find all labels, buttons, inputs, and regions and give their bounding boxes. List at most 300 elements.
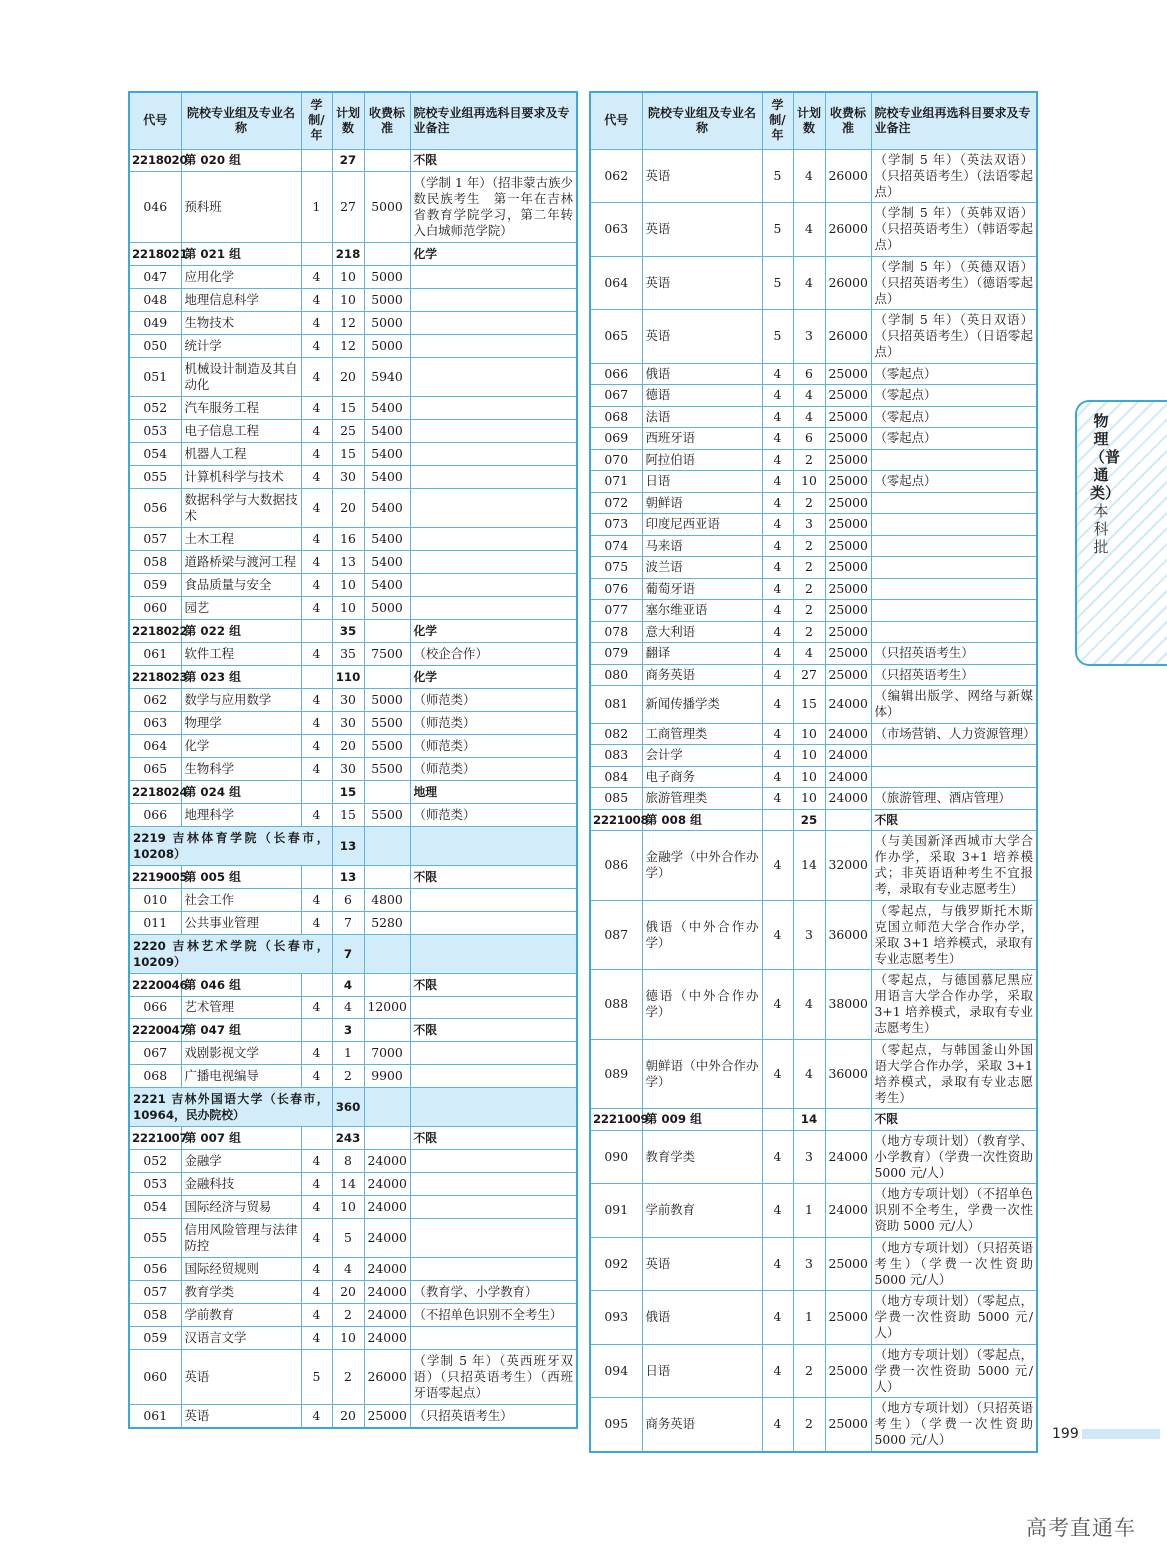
major-plan: 6 xyxy=(332,888,364,911)
major-fee: 25000 xyxy=(825,471,871,493)
major-row xyxy=(129,1150,577,1173)
major-code: 054 xyxy=(129,1196,181,1219)
major-name: 艺术管理 xyxy=(181,996,301,1019)
major-plan: 2 xyxy=(793,535,825,557)
major-fee: 5400 xyxy=(364,397,410,420)
group-name: 第 009 组 xyxy=(642,1109,762,1131)
major-note: （市场营销、人力资源管理） xyxy=(871,723,1037,745)
major-name: 塞尔维亚语 xyxy=(642,600,762,622)
major-row xyxy=(590,970,1037,1040)
major-note xyxy=(871,578,1037,600)
major-fee: 7500 xyxy=(364,642,410,665)
major-code: 052 xyxy=(129,397,181,420)
major-plan: 3 xyxy=(793,1237,825,1291)
school-row xyxy=(129,826,577,865)
group-subject-requirement: 不限 xyxy=(410,865,577,888)
major-plan: 14 xyxy=(793,831,825,901)
group-name: 第 008 组 xyxy=(642,809,762,831)
major-code: 077 xyxy=(590,600,642,622)
major-note xyxy=(410,528,577,551)
group-row xyxy=(129,865,577,888)
major-code: 063 xyxy=(590,203,642,257)
major-fee: 5500 xyxy=(364,757,410,780)
major-years: 4 xyxy=(762,471,793,493)
major-row xyxy=(590,557,1037,579)
major-years: 4 xyxy=(301,335,332,358)
major-fee: 5940 xyxy=(364,358,410,397)
major-plan: 30 xyxy=(332,688,364,711)
major-fee: 5500 xyxy=(364,734,410,757)
major-note xyxy=(410,1327,577,1350)
major-note: （师范类） xyxy=(410,711,577,734)
major-note: （旅游管理、酒店管理） xyxy=(871,788,1037,810)
major-name: 金融学 xyxy=(181,1150,301,1173)
major-plan: 4 xyxy=(793,970,825,1040)
major-name: 俄语 xyxy=(642,1291,762,1345)
major-years: 4 xyxy=(762,514,793,536)
major-row xyxy=(129,266,577,289)
major-plan: 15 xyxy=(793,686,825,724)
major-years: 4 xyxy=(301,266,332,289)
major-row xyxy=(129,1350,577,1405)
major-note: （零起点） xyxy=(871,471,1037,493)
school-name: 2221 吉林外国语大学（长春市，10964，民办院校） xyxy=(129,1088,332,1127)
group-code: 2221009 xyxy=(590,1109,642,1131)
major-name: 英语 xyxy=(642,203,762,257)
group-name: 第 020 组 xyxy=(181,149,301,172)
major-plan: 2 xyxy=(793,449,825,471)
major-code: 068 xyxy=(129,1065,181,1088)
major-name: 英语 xyxy=(181,1405,301,1428)
group-subject-requirement: 化学 xyxy=(410,619,577,642)
major-years: 4 xyxy=(762,1291,793,1345)
major-years: 4 xyxy=(762,1344,793,1398)
major-name: 学前教育 xyxy=(642,1184,762,1238)
major-row xyxy=(129,757,577,780)
group-fee-empty xyxy=(364,865,410,888)
major-plan: 20 xyxy=(332,489,364,528)
major-code: 057 xyxy=(129,528,181,551)
major-plan: 4 xyxy=(332,1258,364,1281)
header-name: 院校专业组及专业名称 xyxy=(642,92,762,149)
major-name: 地理科学 xyxy=(181,803,301,826)
major-note xyxy=(410,466,577,489)
major-row xyxy=(129,397,577,420)
major-fee: 38000 xyxy=(825,970,871,1040)
header-plan: 计划数 xyxy=(793,92,825,149)
major-code: 048 xyxy=(129,289,181,312)
major-row xyxy=(590,600,1037,622)
major-fee: 26000 xyxy=(825,310,871,364)
major-name: 金融学（中外合作办学） xyxy=(642,831,762,901)
header-plan: 计划数 xyxy=(332,92,364,149)
major-row xyxy=(129,528,577,551)
major-years: 4 xyxy=(301,734,332,757)
major-code: 046 xyxy=(129,172,181,243)
major-note xyxy=(410,911,577,934)
major-plan: 12 xyxy=(332,335,364,358)
major-name: 电子商务 xyxy=(642,766,762,788)
group-years-empty xyxy=(301,149,332,172)
major-plan: 8 xyxy=(332,1150,364,1173)
major-code: 057 xyxy=(129,1281,181,1304)
major-name: 生物科学 xyxy=(181,757,301,780)
major-years: 5 xyxy=(762,149,793,203)
major-fee: 24000 xyxy=(825,1184,871,1238)
group-fee-empty xyxy=(364,619,410,642)
major-plan: 20 xyxy=(332,1405,364,1428)
major-row xyxy=(590,745,1037,767)
major-row xyxy=(590,256,1037,310)
group-years-empty xyxy=(301,865,332,888)
major-plan: 4 xyxy=(793,643,825,665)
major-plan: 2 xyxy=(793,600,825,622)
major-fee: 24000 xyxy=(364,1304,410,1327)
major-fee: 32000 xyxy=(825,831,871,901)
major-plan: 4 xyxy=(793,149,825,203)
major-note xyxy=(410,1258,577,1281)
major-row xyxy=(129,642,577,665)
major-row xyxy=(129,911,577,934)
major-note: （学制 5 年）（英西班牙双语）（只招英语考生）（西班牙语零起点） xyxy=(410,1350,577,1405)
major-fee: 5000 xyxy=(364,172,410,243)
major-plan: 7 xyxy=(332,911,364,934)
major-years: 4 xyxy=(301,312,332,335)
group-fee-empty xyxy=(364,243,410,266)
major-plan: 10 xyxy=(332,266,364,289)
major-note: （地方专项计划）（零起点，学费一次性资助 5000 元/人） xyxy=(871,1291,1037,1345)
major-code: 081 xyxy=(590,686,642,724)
major-row xyxy=(590,1344,1037,1398)
major-years: 4 xyxy=(301,1150,332,1173)
major-years: 4 xyxy=(301,757,332,780)
major-name: 广播电视编导 xyxy=(181,1065,301,1088)
major-code: 055 xyxy=(129,1219,181,1258)
page-number-bar xyxy=(1082,1429,1160,1439)
major-row xyxy=(590,1398,1037,1452)
major-note: （零起点，与德国慕尼黑应用语言大学合作办学，采取 3+1 培养模式，录取有专业志愿考生） xyxy=(871,970,1037,1040)
major-note xyxy=(410,1065,577,1088)
header-years: 学制/年 xyxy=(301,92,332,149)
major-code: 085 xyxy=(590,788,642,810)
major-note xyxy=(410,397,577,420)
major-note xyxy=(410,1196,577,1219)
major-years: 4 xyxy=(301,642,332,665)
major-years: 4 xyxy=(301,397,332,420)
major-note xyxy=(410,551,577,574)
major-plan: 6 xyxy=(793,363,825,385)
major-plan: 4 xyxy=(793,203,825,257)
major-name: 汽车服务工程 xyxy=(181,397,301,420)
major-name: 软件工程 xyxy=(181,642,301,665)
major-years: 5 xyxy=(762,256,793,310)
major-note xyxy=(871,449,1037,471)
major-code: 059 xyxy=(129,1327,181,1350)
major-code: 090 xyxy=(590,1130,642,1184)
major-code: 056 xyxy=(129,1258,181,1281)
major-note xyxy=(410,289,577,312)
major-plan: 4 xyxy=(793,1039,825,1109)
major-plan: 10 xyxy=(793,745,825,767)
major-name: 园艺 xyxy=(181,597,301,620)
major-note: （只招英语考生） xyxy=(410,1405,577,1428)
major-name: 公共事业管理 xyxy=(181,911,301,934)
major-years: 4 xyxy=(762,1130,793,1184)
major-note: （校企合作） xyxy=(410,642,577,665)
group-code: 2218021 xyxy=(129,243,181,266)
school-note-empty xyxy=(410,826,577,865)
major-name: 英语 xyxy=(642,310,762,364)
group-plan: 3 xyxy=(332,1019,364,1042)
major-plan: 15 xyxy=(332,397,364,420)
group-years-empty xyxy=(301,665,332,688)
group-plan: 27 xyxy=(332,149,364,172)
group-row xyxy=(129,619,577,642)
major-years: 4 xyxy=(301,1219,332,1258)
major-plan: 1 xyxy=(793,1184,825,1238)
major-fee: 5500 xyxy=(364,711,410,734)
school-plan: 360 xyxy=(332,1088,364,1127)
major-plan: 4 xyxy=(332,996,364,1019)
major-row xyxy=(129,688,577,711)
major-plan: 3 xyxy=(793,1130,825,1184)
major-name: 生物技术 xyxy=(181,312,301,335)
major-plan: 3 xyxy=(793,900,825,970)
major-fee: 5400 xyxy=(364,551,410,574)
group-years-empty xyxy=(301,973,332,996)
group-subject-requirement: 化学 xyxy=(410,665,577,688)
major-row xyxy=(129,172,577,243)
major-row xyxy=(129,312,577,335)
major-name: 翻译 xyxy=(642,643,762,665)
group-subject-requirement: 不限 xyxy=(410,149,577,172)
group-plan: 25 xyxy=(793,809,825,831)
major-note: （师范类） xyxy=(410,803,577,826)
major-row xyxy=(590,1130,1037,1184)
major-code: 059 xyxy=(129,574,181,597)
right-catalog-table xyxy=(589,91,1038,1453)
major-years: 4 xyxy=(762,600,793,622)
major-code: 078 xyxy=(590,621,642,643)
group-code: 2218022 xyxy=(129,619,181,642)
major-name: 汉语言文学 xyxy=(181,1327,301,1350)
major-row xyxy=(590,686,1037,724)
major-years: 4 xyxy=(301,711,332,734)
major-name: 物理学 xyxy=(181,711,301,734)
major-plan: 27 xyxy=(793,664,825,686)
major-code: 084 xyxy=(590,766,642,788)
school-row xyxy=(129,934,577,973)
major-row xyxy=(590,310,1037,364)
major-row xyxy=(590,1039,1037,1109)
major-note xyxy=(410,574,577,597)
major-plan: 1 xyxy=(332,1042,364,1065)
major-note xyxy=(410,1219,577,1258)
group-years-empty xyxy=(301,243,332,266)
major-row xyxy=(590,1184,1037,1238)
major-fee: 36000 xyxy=(825,1039,871,1109)
group-name: 第 024 组 xyxy=(181,780,301,803)
major-note xyxy=(871,535,1037,557)
group-name: 第 046 组 xyxy=(181,973,301,996)
major-fee: 25000 xyxy=(825,1398,871,1452)
major-years: 4 xyxy=(301,1065,332,1088)
major-row xyxy=(590,514,1037,536)
major-name: 德语（中外合作办学） xyxy=(642,970,762,1040)
major-note: （地方专项计划）（只招英语考生）（学费一次性资助 5000 元/人） xyxy=(871,1398,1037,1452)
header-code: 代号 xyxy=(590,92,642,149)
group-name: 第 007 组 xyxy=(181,1127,301,1150)
major-row xyxy=(129,1405,577,1428)
group-fee-empty xyxy=(825,809,871,831)
major-name: 计算机科学与技术 xyxy=(181,466,301,489)
group-row xyxy=(590,1109,1037,1131)
side-tab-category: 物理（普通类） xyxy=(1090,412,1121,502)
major-code: 051 xyxy=(129,358,181,397)
major-plan: 30 xyxy=(332,711,364,734)
right-table-body xyxy=(590,149,1037,1452)
major-years: 4 xyxy=(301,551,332,574)
major-code: 080 xyxy=(590,664,642,686)
group-fee-empty xyxy=(364,780,410,803)
major-years: 4 xyxy=(301,911,332,934)
group-row xyxy=(129,665,577,688)
header-fee: 收费标准 xyxy=(364,92,410,149)
header-note: 院校专业组再选科目要求及专业备注 xyxy=(410,92,577,149)
major-years: 4 xyxy=(301,1258,332,1281)
major-name: 英语 xyxy=(642,1237,762,1291)
major-years: 4 xyxy=(301,289,332,312)
major-note: （零起点，与韩国釜山外国语大学合作办学，采取 3+1 培养模式，录取有专业志愿考生） xyxy=(871,1039,1037,1109)
major-plan: 2 xyxy=(793,621,825,643)
section-side-tab xyxy=(1075,400,1167,666)
major-name: 国际经济与贸易 xyxy=(181,1196,301,1219)
school-plan: 7 xyxy=(332,934,364,973)
major-years: 4 xyxy=(301,888,332,911)
major-note xyxy=(410,996,577,1019)
major-plan: 2 xyxy=(332,1065,364,1088)
major-row xyxy=(590,723,1037,745)
major-fee: 5000 xyxy=(364,289,410,312)
major-plan: 10 xyxy=(793,766,825,788)
major-fee: 5400 xyxy=(364,443,410,466)
major-years: 4 xyxy=(301,996,332,1019)
major-row xyxy=(129,489,577,528)
major-fee: 5400 xyxy=(364,528,410,551)
major-years: 4 xyxy=(762,621,793,643)
major-row xyxy=(129,1327,577,1350)
group-subject-requirement: 不限 xyxy=(871,809,1037,831)
major-fee: 25000 xyxy=(825,1237,871,1291)
major-note: （地方专项计划）（教育学、小学教育）（学费一次性资助 5000 元/人） xyxy=(871,1130,1037,1184)
major-plan: 4 xyxy=(793,406,825,428)
major-fee: 24000 xyxy=(825,788,871,810)
major-fee: 25000 xyxy=(825,621,871,643)
major-years: 4 xyxy=(301,1173,332,1196)
major-fee: 25000 xyxy=(825,428,871,450)
major-fee: 24000 xyxy=(364,1327,410,1350)
major-note: （学制 5 年）（英法双语）（只招英语考生）（法语零起点） xyxy=(871,149,1037,203)
major-fee: 24000 xyxy=(364,1281,410,1304)
major-years: 5 xyxy=(762,203,793,257)
major-row xyxy=(129,1258,577,1281)
major-name: 应用化学 xyxy=(181,266,301,289)
major-row xyxy=(129,466,577,489)
major-row xyxy=(129,551,577,574)
major-row xyxy=(129,1304,577,1327)
major-years: 4 xyxy=(301,489,332,528)
major-name: 阿拉伯语 xyxy=(642,449,762,471)
major-code: 082 xyxy=(590,723,642,745)
left-table-body xyxy=(129,149,577,1428)
major-name: 化学 xyxy=(181,734,301,757)
major-row xyxy=(590,643,1037,665)
major-note: （地方专项计划）（零起点，学费一次性资助 5000 元/人） xyxy=(871,1344,1037,1398)
major-note: （与美国新泽西城市大学合作办学，采取 3+1 培养模式；非英语语种考生不宜报考，录取有专业志愿考生） xyxy=(871,831,1037,901)
major-note: （学制 5 年）（英德双语）（只招英语考生）（德语零起点） xyxy=(871,256,1037,310)
group-fee-empty xyxy=(825,1109,871,1131)
major-fee: 25000 xyxy=(825,557,871,579)
major-years: 4 xyxy=(762,385,793,407)
major-note: （师范类） xyxy=(410,757,577,780)
major-row xyxy=(129,1219,577,1258)
major-name: 英语 xyxy=(642,149,762,203)
major-plan: 12 xyxy=(332,312,364,335)
major-fee: 24000 xyxy=(364,1173,410,1196)
major-row xyxy=(590,788,1037,810)
watermark-text: 高考直通车 xyxy=(1026,1516,1136,1540)
major-row xyxy=(590,449,1037,471)
major-plan: 6 xyxy=(793,428,825,450)
major-name: 学前教育 xyxy=(181,1304,301,1327)
major-note xyxy=(410,335,577,358)
major-row xyxy=(590,578,1037,600)
major-plan: 10 xyxy=(793,471,825,493)
major-fee: 25000 xyxy=(825,514,871,536)
major-plan: 10 xyxy=(793,788,825,810)
major-row xyxy=(590,1291,1037,1345)
major-name: 国际经贸规则 xyxy=(181,1258,301,1281)
section-side-tab-label xyxy=(1090,412,1121,556)
major-note xyxy=(410,597,577,620)
major-note: （只招英语考生） xyxy=(871,664,1037,686)
major-fee: 25000 xyxy=(364,1405,410,1428)
group-years-empty xyxy=(301,780,332,803)
major-code: 070 xyxy=(590,449,642,471)
major-code: 094 xyxy=(590,1344,642,1398)
major-note: （零起点） xyxy=(871,428,1037,450)
major-fee: 24000 xyxy=(825,745,871,767)
group-subject-requirement: 不限 xyxy=(410,973,577,996)
major-code: 047 xyxy=(129,266,181,289)
group-years-empty xyxy=(301,1127,332,1150)
major-fee: 25000 xyxy=(825,1291,871,1345)
major-plan: 2 xyxy=(793,1344,825,1398)
major-code: 060 xyxy=(129,597,181,620)
major-name: 机器人工程 xyxy=(181,443,301,466)
group-name: 第 021 组 xyxy=(181,243,301,266)
major-code: 087 xyxy=(590,900,642,970)
major-plan: 15 xyxy=(332,803,364,826)
major-name: 商务英语 xyxy=(642,664,762,686)
header-code: 代号 xyxy=(129,92,181,149)
major-name: 俄语 xyxy=(642,363,762,385)
major-name: 工商管理类 xyxy=(642,723,762,745)
group-subject-requirement: 不限 xyxy=(410,1127,577,1150)
school-note-empty xyxy=(410,1088,577,1127)
major-fee: 5000 xyxy=(364,688,410,711)
group-fee-empty xyxy=(364,973,410,996)
